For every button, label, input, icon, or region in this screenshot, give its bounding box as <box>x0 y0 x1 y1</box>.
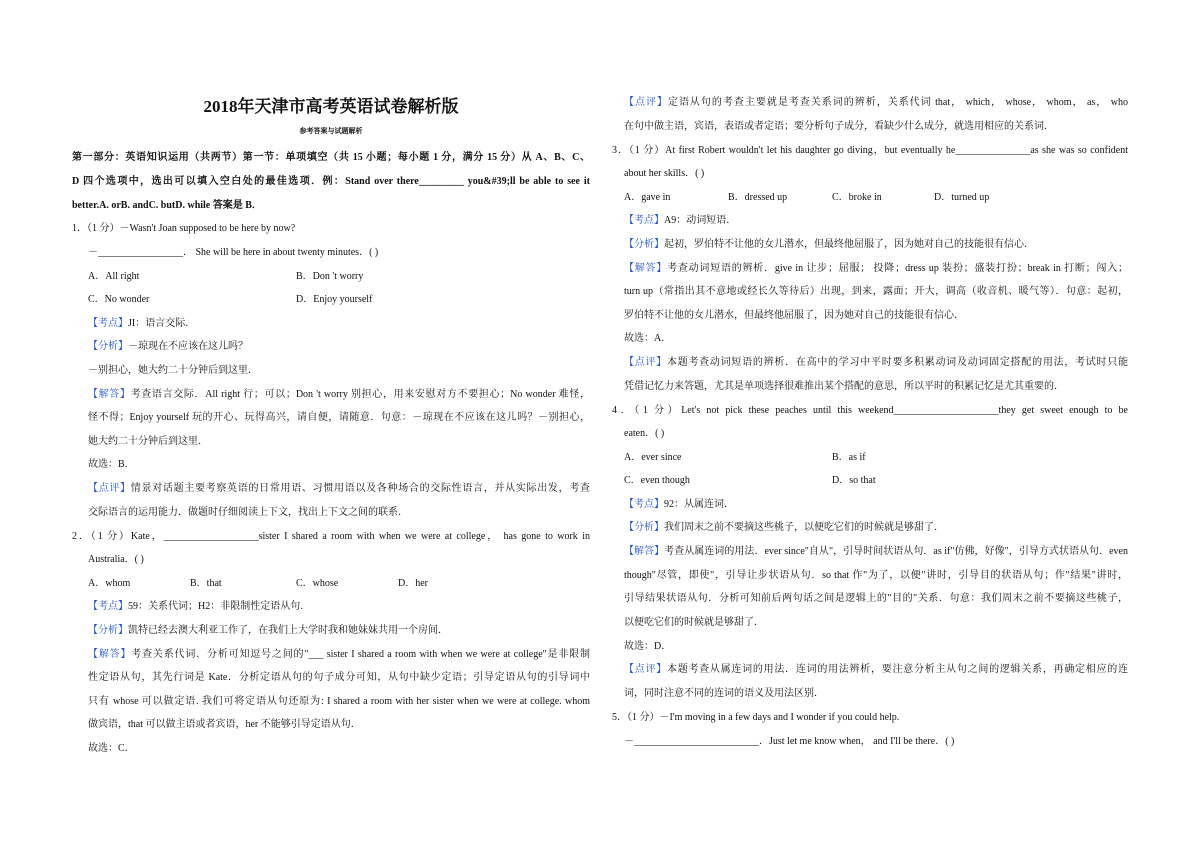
intro-line-1: 第一部分：英语知识运用（共两节）第一节：单项填空（共 15 小题；每小题 1 分，满分 15 分）从 A、B、C、 <box>72 152 590 163</box>
q2-option-d: D．her <box>398 578 428 589</box>
q4-dianping: 【点评】本题考查从属连词的用法．连词的用法辨析，要注意分析主从句之间的逻辑关系，再确定相应的连 <box>624 664 1129 675</box>
q3-stem-2: about her skills．( ) <box>624 168 705 179</box>
q1-fenxi: 【分析】－琼现在不应该在这儿吗？ <box>88 341 248 352</box>
q3-jieda-3: 罗伯特不让他的女儿潜水，但最终他屈服了，因为她对自己的技能很有信心． <box>624 310 964 321</box>
q4-answer: 故选：D． <box>624 641 672 652</box>
q4-stem: 4．（1 分）Let's not pick these peaches until this weekend_____________________they get sweet enough to be <box>612 405 1128 416</box>
q1-dianping: 【点评】情景对话题主要考察英语的日常用语、习惯用语以及各种场合的交际性语言，并从实际出发，考查 <box>88 483 591 494</box>
q1-kaodian: 【考点】JI：语言交际． <box>88 318 196 329</box>
q2-dianping-2: 在句中做主语，宾语，表语或者定语；要分析句子成分，看缺少什么成分，就选用相应的关系词． <box>624 121 1054 132</box>
q4-option-c: C．even though <box>624 475 690 486</box>
q2-jieda-3: 只有 whose 可以做定语. 我们可将定语从句还原为: I shared a room with her sister when we were at college. whom <box>88 696 590 707</box>
q4-option-a: A．ever since <box>624 452 682 463</box>
q1-stem: 1．（1 分）－Wasn't Joan supposed to be here by now? <box>72 223 296 234</box>
q5-stem-2: －_________________________．Just let me know when， and I'll be there．( ) <box>624 736 955 747</box>
q3-dianping: 【点评】本题考查动词短语的辨析．在高中的学习中平时要多积累动词及动词固定搭配的用法，考试时只能 <box>624 357 1129 368</box>
q4-jieda-2: though"尽管，即使"，引导让步状语从句．so that 作"为了，以便"讲时，引导目的状语从句；作"结果"讲时， <box>624 570 1128 581</box>
q1-option-c: C．No wonder <box>88 294 150 305</box>
q1-option-b: B．Don 't worry <box>296 271 364 282</box>
q3-option-c: C．broke in <box>832 192 882 203</box>
q3-jieda: 【解答】考查动词短语的辨析．give in 让步；屈服； 投降；dress up 装扮；盛装打扮；break in 打断；闯入； <box>624 263 1128 274</box>
q2-jieda: 【解答】考查关系代词．分析可知逗号之间的"___ sister I shared a room with when we were at college"是非限制 <box>88 649 590 660</box>
q3-option-d: D．turned up <box>934 192 990 203</box>
q3-fenxi: 【分析】起初，罗伯特不让他的女儿潜水，但最终他屈服了，因为她对自己的技能很有信心． <box>624 239 1034 250</box>
q4-jieda-3: 引导结果状语从句．分析可知前后两句话之间是逻辑上的"目的"关系．句意：我们周末之前不要摘这些桃子， <box>624 593 1128 604</box>
q2-option-a: A．whom <box>88 578 131 589</box>
intro-line-3: better.A. orB. andC. butD. while 答案是 B． <box>72 200 262 211</box>
q4-option-b: B．as if <box>832 452 866 463</box>
q2-fenxi: 【分析】凯特已经去澳大利亚工作了，在我们上大学时我和她妹妹共用一个房间． <box>88 625 448 636</box>
q4-stem-2: eaten．( ) <box>624 428 665 439</box>
q2-jieda-2: 性定语从句，其先行词是 Kate．分析定语从句的句子成分可知，从句中缺少定语；引导定语从句的引导词中 <box>88 672 590 683</box>
dianping-tag: 【点评】 <box>88 483 131 494</box>
q3-dianping-2: 凭借记忆力来答题，尤其是单项选择很难推出某个搭配的意思，所以平时的积累记忆是尤其重要的． <box>624 381 1064 392</box>
q1-answer: 故选：B． <box>88 459 135 470</box>
q4-kaodian: 【考点】92：从属连词． <box>624 499 734 510</box>
intro-line-2: D 四个选项中，选出可以填入空白处的最佳选项．例：Stand over there_________ you&#39;ll be able to see it <box>72 176 590 187</box>
q1-fenxi-2: －别担心，她大约二十分钟后到这里． <box>88 365 258 376</box>
q4-fenxi: 【分析】我们周末之前不要摘这些桃子，以便吃它们的时候就是够甜了． <box>624 522 944 533</box>
q3-answer: 故选：A． <box>624 333 672 344</box>
q1-jieda-3: 她大约二十分钟后到这里． <box>88 436 208 447</box>
q1-option-a: A．All right <box>88 271 140 282</box>
q5-stem: 5．（1 分）－I'm moving in a few days and I wonder if you could help. <box>612 712 900 723</box>
q2-kaodian: 【考点】59：关系代词；H2：非限制性定语从句． <box>88 601 311 612</box>
q2-option-b: B．that <box>190 578 222 589</box>
q2-answer: 故选：C． <box>88 743 135 754</box>
q3-option-a: A．gave in <box>624 192 671 203</box>
kaodian-tag: 【考点】 <box>88 318 128 329</box>
q2-jieda-4: 做宾语，that 可以做主语或者宾语，her 不能够引导定语从句． <box>88 719 361 730</box>
q3-stem: 3．（1 分）At first Robert wouldn't let his daughter go diving，but eventually he_______________as she was so confident <box>612 145 1128 156</box>
q4-dianping-2: 词，同时注意不同的连词的语义及用法区别． <box>624 688 824 699</box>
q1-stem-blank: －_________________． She will be here in about twenty minutes．( ) <box>88 247 379 258</box>
fenxi-tag: 【分析】 <box>88 341 128 352</box>
q3-option-b: B．dressed up <box>728 192 788 203</box>
q3-kaodian: 【考点】A9：动词短语． <box>624 215 737 226</box>
q2-dianping: 【点评】定语从句的考查主要就是考查关系词的辨析，关系代词 that， which， whose， whom， as， who <box>624 97 1128 108</box>
q1-jieda-2: 怪不得；Enjoy yourself 玩的开心、玩得高兴，请自便，请随意．句意：－琼现在不应该在这儿吗？－别担心， <box>88 412 590 423</box>
q3-jieda-2: turn up（常指出其不意地或经长久等待后）出现，到来，露面；开大，调高（收音机、暖气等）．句意：起初， <box>624 286 1128 297</box>
q1-dianping-2: 交际语言的运用能力．做题时仔细阅读上下文，找出上下文之间的联系． <box>88 507 408 518</box>
q4-jieda-4: 以便吃它们的时候就是够甜了． <box>624 617 764 628</box>
q2-option-c: C．whose <box>296 578 339 589</box>
document-subtitle: 参考答案与试题解析 <box>299 127 363 135</box>
jieda-tag: 【解答】 <box>88 389 131 400</box>
document-title: 2018年天津市高考英语试卷解析版 <box>203 97 459 116</box>
q1-option-d: D．Enjoy yourself <box>296 294 373 305</box>
q2-stem-2: Australia．( ) <box>88 554 144 565</box>
q4-jieda: 【解答】考查从属连词的用法．ever since"自从"，引导时间状语从句．as if"仿佛，好像"，引导方式状语从句．even <box>624 546 1128 557</box>
q2-stem: 2．（1 分）Kate，___________________sister I shared a room with when we were at college， has gone to work in <box>72 531 590 542</box>
q1-jieda: 【解答】考查语言交际．All right 行；可以；Don 't worry 别担心，用来安慰对方不要担心；No wonder 难怪， <box>88 389 590 400</box>
q4-option-d: D．so that <box>832 475 876 486</box>
